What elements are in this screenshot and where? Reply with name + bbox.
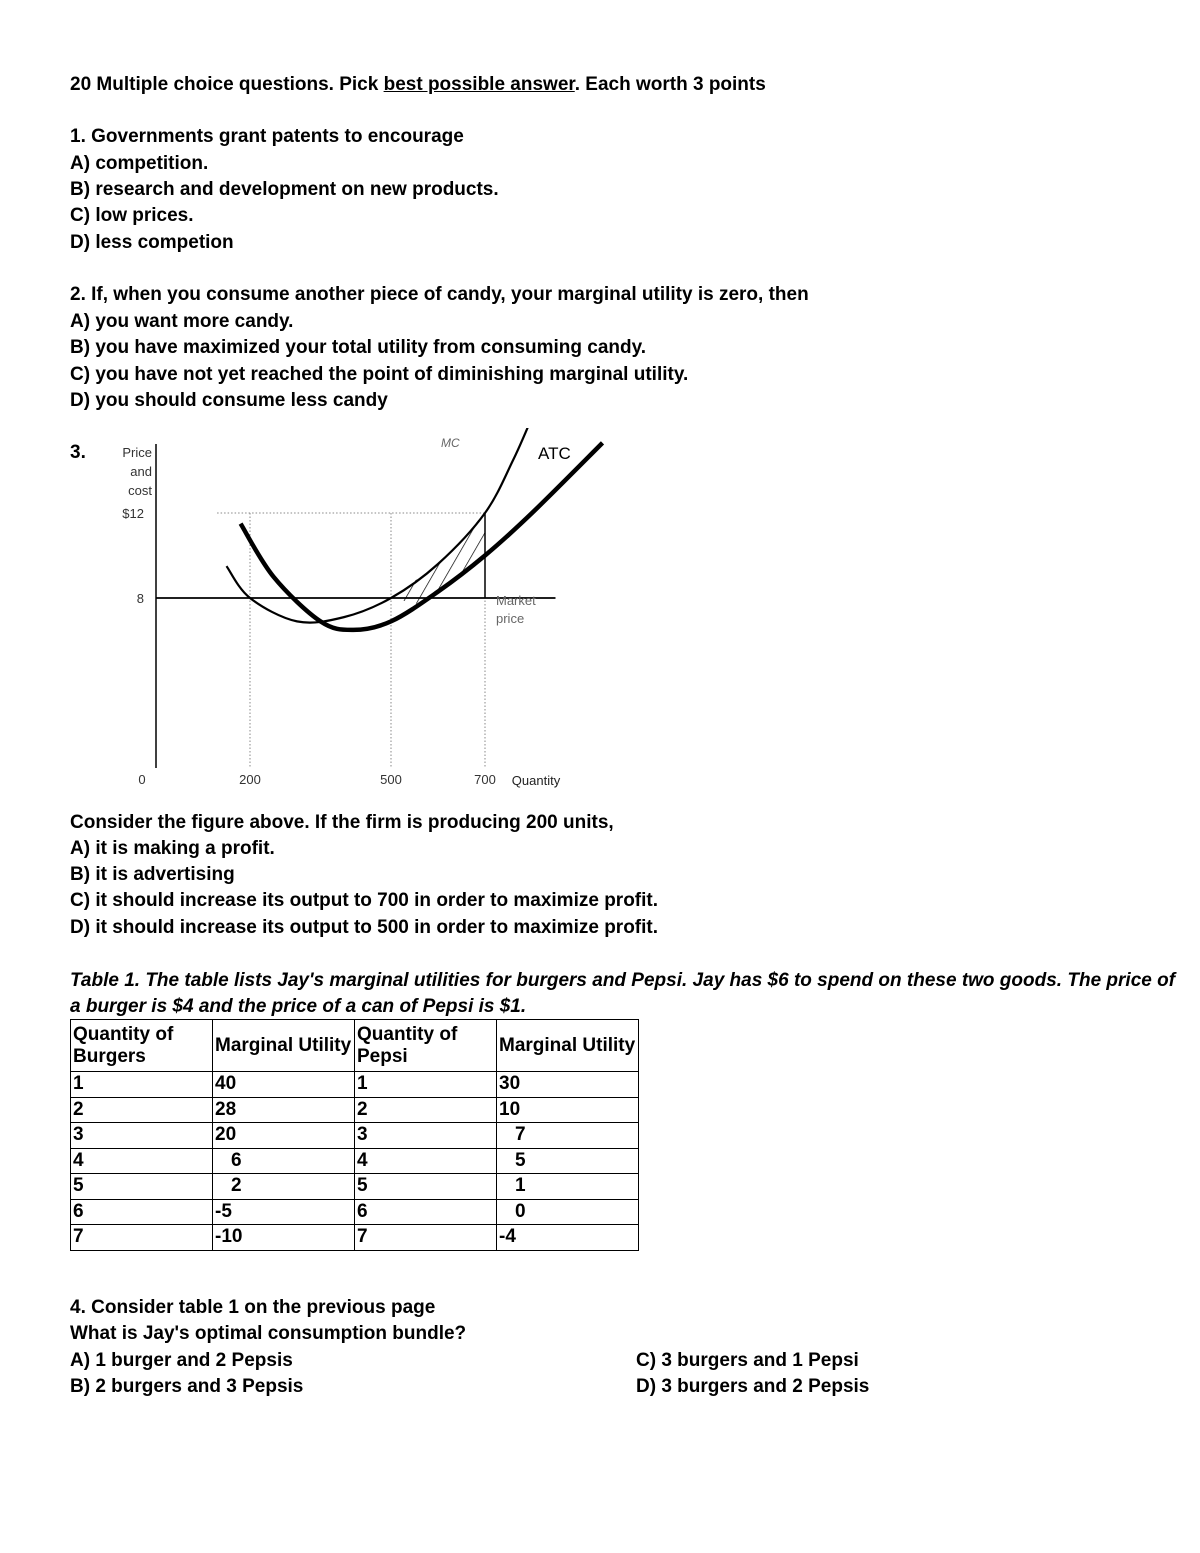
table-cell: 0	[497, 1199, 639, 1225]
table-cell: 6	[355, 1199, 497, 1225]
table-cell: 5	[497, 1148, 639, 1174]
x-tick-label: 200	[239, 772, 261, 787]
table-cell: 28	[213, 1097, 355, 1123]
q3-option-c: C) it should increase its output to 700 in order to maximize profit.	[70, 890, 659, 911]
y-tick-label: $12	[122, 506, 144, 521]
instructions-heading	[70, 74, 766, 96]
table-cell: 2	[355, 1097, 497, 1123]
q1-option-c: C) low prices.	[70, 205, 194, 226]
table-cell: 4	[355, 1148, 497, 1174]
table-cell: 2	[213, 1174, 355, 1200]
y-axis-label-line3: cost	[128, 483, 152, 498]
cost-curves-chart	[60, 428, 620, 800]
table-row	[71, 1148, 639, 1174]
x-tick-label: 500	[380, 772, 402, 787]
q2-option-c: C) you have not yet reached the point of diminishing marginal utility.	[70, 364, 689, 385]
atc-label: ATC	[538, 444, 571, 463]
table-cell: 1	[355, 1072, 497, 1098]
header-quantity-burgers: Quantity of Burgers	[71, 1020, 213, 1072]
table-cell: 1	[497, 1174, 639, 1200]
y-axis-label-line1: Price	[122, 445, 152, 460]
table-cell: 7	[355, 1225, 497, 1251]
table-cell: -4	[497, 1225, 639, 1251]
instructions-suffix: . Each worth 3 points	[574, 74, 766, 95]
instructions-prefix: 20 Multiple choice questions. Pick	[70, 74, 384, 95]
q3-option-d: D) it should increase its output to 500 in order to maximize profit.	[70, 917, 659, 938]
table-row	[71, 1199, 639, 1225]
q4-stem-line1: 4. Consider table 1 on the previous page	[70, 1297, 436, 1318]
table-cell: 10	[497, 1097, 639, 1123]
table-cell: 4	[71, 1148, 213, 1174]
table-cell: 3	[355, 1123, 497, 1149]
x-axis-label: Quantity	[511, 773, 561, 788]
header-marginal-utility-burgers: Marginal Utility	[213, 1020, 355, 1072]
q3-option-a: A) it is making a profit.	[70, 838, 275, 859]
marginal-utility-table	[70, 1019, 639, 1251]
q2-option-b: B) you have maximized your total utility from consuming candy.	[70, 337, 647, 358]
table-cell: 6	[213, 1148, 355, 1174]
q2-stem: 2. If, when you consume another piece of candy, your marginal utility is zero, then	[70, 284, 809, 305]
table-row	[71, 1123, 639, 1149]
instructions-underlined: best possible answer	[383, 74, 575, 95]
table-cell: 3	[71, 1123, 213, 1149]
q3-number: 3.	[70, 442, 86, 463]
q4-stem-line2: What is Jay's optimal consumption bundle?	[70, 1323, 467, 1344]
q4-option-d: D) 3 burgers and 2 Pepsis	[636, 1376, 870, 1397]
x-tick-label: 0	[138, 772, 146, 787]
mc-label: MC	[441, 436, 460, 450]
table-cell: 20	[213, 1123, 355, 1149]
table-row	[71, 1097, 639, 1123]
y-axis-label-line2: and	[130, 464, 152, 479]
q2-option-a: A) you want more candy.	[70, 311, 294, 332]
table-cell: 2	[71, 1097, 213, 1123]
table-cell: -10	[213, 1225, 355, 1251]
mc-curve	[227, 428, 533, 623]
market-price-label-line1: Market	[496, 593, 536, 608]
q4-option-b: B) 2 burgers and 3 Pepsis	[70, 1376, 304, 1397]
table-header-row	[71, 1020, 639, 1072]
q1-option-a: A) competition.	[70, 153, 209, 174]
table-cell: 5	[355, 1174, 497, 1200]
header-marginal-utility-pepsi: Marginal Utility	[497, 1020, 639, 1072]
table-caption-line1: Table 1. The table lists Jay's marginal utilities for burgers and Pepsi. Jay has $6 to spend on these two goods. The price of	[70, 970, 1176, 991]
table-row	[71, 1072, 639, 1098]
atc-curve	[241, 443, 603, 630]
q2-option-d: D) you should consume less candy	[70, 390, 388, 411]
table-cell: -5	[213, 1199, 355, 1225]
table-cell: 40	[213, 1072, 355, 1098]
header-quantity-pepsi: Quantity of Pepsi	[355, 1020, 497, 1072]
table-cell: 6	[71, 1199, 213, 1225]
q1-option-d: D) less competion	[70, 232, 234, 253]
market-price-label-line2: price	[496, 611, 525, 626]
y-tick-label: 8	[136, 591, 144, 606]
table-cell: 5	[71, 1174, 213, 1200]
table-row	[71, 1174, 639, 1200]
table-caption-line2: a burger is $4 and the price of a can of Pepsi is $1.	[70, 996, 527, 1017]
q4-option-c: C) 3 burgers and 1 Pepsi	[636, 1350, 859, 1371]
table-cell: 1	[71, 1072, 213, 1098]
table-row	[71, 1225, 639, 1251]
x-tick-label: 700	[474, 772, 496, 787]
table-cell: 7	[71, 1225, 213, 1251]
table-cell: 30	[497, 1072, 639, 1098]
q3-option-b: B) it is advertising	[70, 864, 235, 885]
q4-option-a: A) 1 burger and 2 Pepsis	[70, 1350, 293, 1371]
q3-stem: Consider the figure above. If the firm is producing 200 units,	[70, 812, 614, 833]
q1-stem: 1. Governments grant patents to encourage	[70, 126, 464, 147]
q1-option-b: B) research and development on new products.	[70, 179, 499, 200]
table-cell: 7	[497, 1123, 639, 1149]
